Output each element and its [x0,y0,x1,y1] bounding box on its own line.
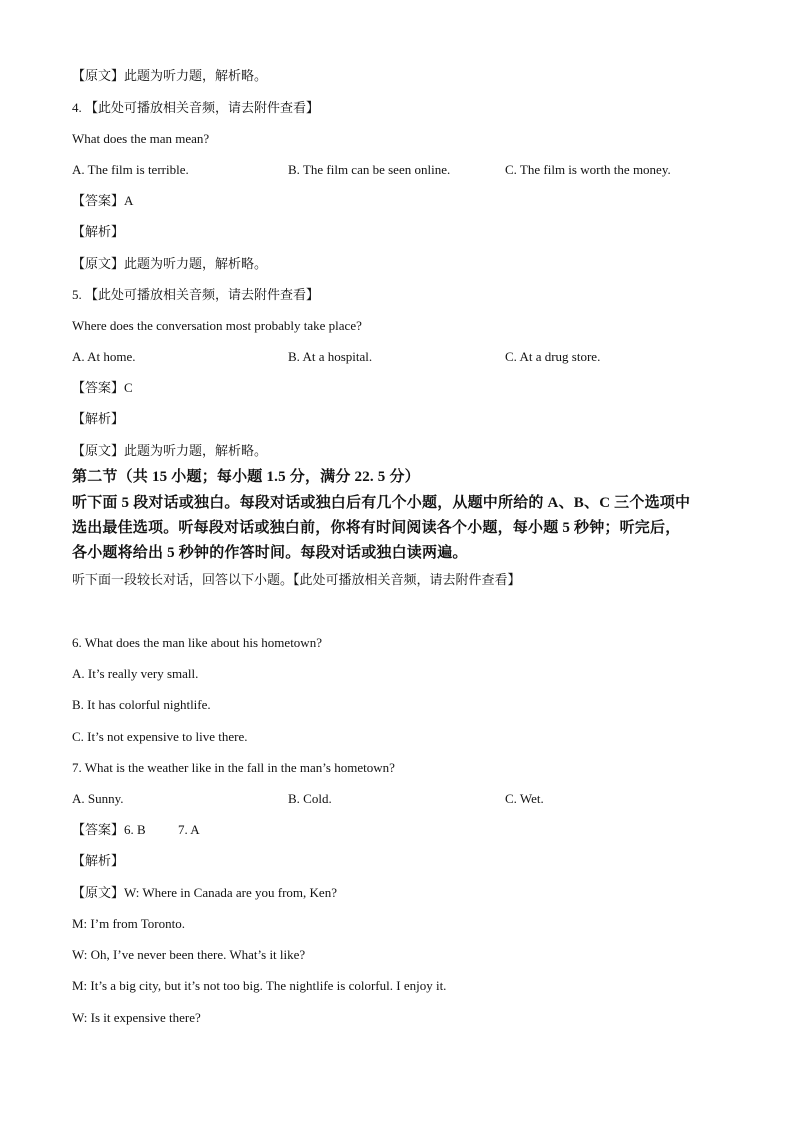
q7-option-a: A. Sunny. [72,791,124,806]
q6-option-b: B. It has colorful nightlife. [72,697,211,712]
q67-answer: 【答案】6. B [72,822,146,837]
q4-header: 4. 【此处可播放相关音频，请去附件查看】 [72,100,320,115]
q5-option-b: B. At a hospital. [288,349,373,364]
q6-question: 6. What does the man like about his hometown? [72,635,322,650]
transcript-line: M: I’m from Toronto. [72,916,185,931]
q4-option-a: A. The film is terrible. [72,162,189,177]
q6-option-c: C. It’s not expensive to live there. [72,729,248,744]
section2-instruction-2: 选出最佳选项。听每段对话或独白前，你将有时间阅读各个小题，每小题 5 秒钟；听完后， [72,520,681,536]
q7-option-c: C. Wet. [505,791,544,806]
q4-yuanwen: 【原文】此题为听力题，解析略。 [72,256,268,271]
q4-option-c: C. The film is worth the money. [505,162,671,177]
section2-instruction-1: 听下面 5 段对话或独白。每段对话或独白后有几个小题，从题中所给的 A、B、C 三个选项中 [72,495,691,511]
q5-option-a: A. At home. [72,349,136,364]
q7-question: 7. What is the weather like in the fall in the man’s hometown? [72,760,395,775]
transcript-line: M: It’s a big city, but it’s not too big. The nightlife is colorful. I enjoy it. [72,978,447,993]
q7-option-b: B. Cold. [288,791,332,806]
transcript-line: 【原文】W: Where in Canada are you from, Ken? [72,885,337,900]
q4-answer: 【答案】A [72,193,134,208]
q3-yuanwen: 【原文】此题为听力题，解析略。 [72,68,268,83]
section2-instruction-3: 各小题将给出 5 秒钟的作答时间。每段对话或独白读两遍。 [72,545,468,561]
section2-title: 第二节（共 15 小题；每小题 1.5 分，满分 22. 5 分） [72,469,420,485]
q6-option-a: A. It’s really very small. [72,666,199,681]
transcript-line: W: Is it expensive there? [72,1010,201,1025]
q5-jiexi: 【解析】 [72,411,125,426]
transcript-line: W: Oh, I’ve never been there. What’s it like? [72,947,306,962]
q4-jiexi: 【解析】 [72,224,125,239]
q5-question: Where does the conversation most probably take place? [72,318,362,333]
q5-header: 5. 【此处可播放相关音频，请去附件查看】 [72,287,320,302]
q5-yuanwen: 【原文】此题为听力题，解析略。 [72,443,268,458]
q67-jiexi: 【解析】 [72,853,125,868]
q67-answer-second: 7. A [178,822,200,837]
q5-answer: 【答案】C [72,380,133,395]
q4-question: What does the man mean? [72,131,210,146]
q5-option-c: C. At a drug store. [505,349,601,364]
q4-option-b: B. The film can be seen online. [288,162,451,177]
section2-lead: 听下面一段较长对话，回答以下小题。【此处可播放相关音频，请去附件查看】 [72,572,521,587]
